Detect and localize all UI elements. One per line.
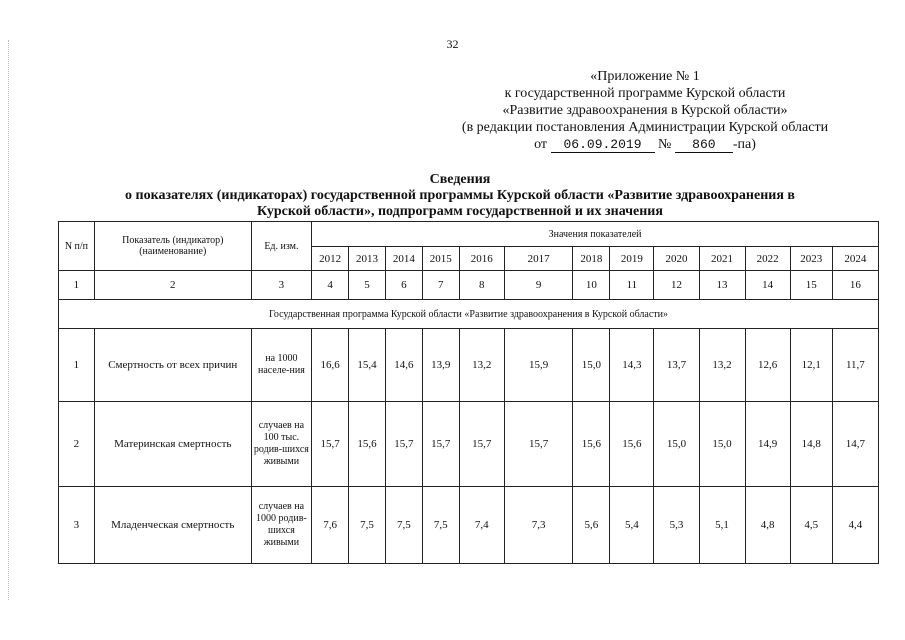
column-number: 13 — [699, 271, 745, 300]
scan-margin-mark — [8, 40, 10, 600]
row-value: 15,9 — [504, 329, 573, 402]
row-value: 14,9 — [745, 402, 790, 487]
title-line-2: о показателях (индикаторах) государственной программы Курской области «Развитие здравоохранения в — [125, 188, 795, 203]
column-number: 4 — [312, 271, 349, 300]
row-value: 5,6 — [573, 487, 610, 564]
row-value: 15,0 — [654, 402, 699, 487]
column-number: 5 — [349, 271, 386, 300]
column-number: 6 — [385, 271, 422, 300]
column-number: 7 — [422, 271, 459, 300]
row-value: 12,6 — [745, 329, 790, 402]
row-value: 15,6 — [610, 402, 654, 487]
header-unit: Ед. изм. — [251, 222, 311, 271]
row-value: 15,6 — [573, 402, 610, 487]
row-value: 12,1 — [790, 329, 832, 402]
row-num: 2 — [59, 402, 95, 487]
row-value: 15,7 — [459, 402, 504, 487]
row-unit: на 1000 населе-ния — [251, 329, 311, 402]
row-value: 13,9 — [422, 329, 459, 402]
row-value: 15,6 — [349, 402, 386, 487]
row-value: 5,1 — [699, 487, 745, 564]
appendix-line-5 — [440, 136, 850, 153]
row-num: 3 — [59, 487, 95, 564]
table-row — [59, 329, 879, 402]
page-number: 32 — [446, 37, 459, 51]
table-row — [59, 487, 879, 564]
year-header: 2017 — [504, 247, 573, 271]
row-value: 15,4 — [349, 329, 386, 402]
year-header: 2015 — [422, 247, 459, 271]
row-value: 13,2 — [459, 329, 504, 402]
row-value: 7,4 — [459, 487, 504, 564]
year-header: 2024 — [832, 247, 878, 271]
column-number: 9 — [504, 271, 573, 300]
year-header: 2014 — [385, 247, 422, 271]
decree-date: 06.09.2019 — [551, 138, 655, 153]
year-header: 2018 — [573, 247, 610, 271]
column-number: 12 — [654, 271, 699, 300]
row-value: 4,4 — [832, 487, 878, 564]
row-value: 15,0 — [573, 329, 610, 402]
row-indicator-name: Смертность от всех причин — [94, 329, 251, 402]
header-num: N п/п — [59, 222, 95, 271]
row-value: 5,4 — [610, 487, 654, 564]
year-header: 2012 — [312, 247, 349, 271]
row-value: 7,5 — [349, 487, 386, 564]
year-header: 2020 — [654, 247, 699, 271]
appendix-header — [440, 68, 850, 153]
year-header: 2013 — [349, 247, 386, 271]
column-number: 14 — [745, 271, 790, 300]
row-indicator-name: Материнская смертность — [94, 402, 251, 487]
date-prefix: от — [534, 137, 548, 152]
row-value: 15,7 — [422, 402, 459, 487]
appendix-line-4: (в редакции постановления Администрации Курской области — [461, 120, 829, 135]
row-value: 15,7 — [385, 402, 422, 487]
row-unit: случаев на 100 тыс. родив-шихся живыми — [251, 402, 311, 487]
row-value: 4,5 — [790, 487, 832, 564]
row-value: 16,6 — [312, 329, 349, 402]
column-number: 3 — [251, 271, 311, 300]
column-number: 1 — [59, 271, 95, 300]
indicators-table — [58, 221, 879, 564]
row-value: 14,6 — [385, 329, 422, 402]
title-line-3: Курской области», подпрограмм государственной и их значения — [257, 204, 663, 219]
number-prefix: № — [658, 137, 672, 152]
header-values: Значения показателей — [312, 222, 879, 247]
row-value: 13,7 — [654, 329, 699, 402]
appendix-line-1: «Приложение № 1 — [590, 69, 700, 84]
row-value: 15,7 — [504, 402, 573, 487]
document-title — [70, 172, 850, 220]
year-header: 2016 — [459, 247, 504, 271]
year-header: 2022 — [745, 247, 790, 271]
row-value: 4,8 — [745, 487, 790, 564]
number-suffix: -па) — [732, 137, 756, 152]
row-value: 14,8 — [790, 402, 832, 487]
appendix-line-2: к государственной программе Курской области — [504, 86, 786, 101]
row-value: 15,7 — [312, 402, 349, 487]
column-number: 8 — [459, 271, 504, 300]
year-header: 2021 — [699, 247, 745, 271]
column-number: 11 — [610, 271, 654, 300]
row-value: 7,5 — [422, 487, 459, 564]
column-number: 16 — [832, 271, 878, 300]
decree-number: 860 — [675, 138, 733, 153]
row-value: 14,7 — [832, 402, 878, 487]
table-row — [59, 402, 879, 487]
title-line-1: Сведения — [429, 172, 491, 187]
row-value: 14,3 — [610, 329, 654, 402]
row-unit: случаев на 1000 родив-шихся живыми — [251, 487, 311, 564]
appendix-line-3: «Развитие здравоохранения в Курской области» — [502, 103, 788, 118]
row-value: 15,0 — [699, 402, 745, 487]
row-value: 13,2 — [699, 329, 745, 402]
column-number: 10 — [573, 271, 610, 300]
year-header: 2023 — [790, 247, 832, 271]
section-title: Государственная программа Курской области «Развитие здравоохранения в Курской области» — [59, 300, 879, 329]
row-indicator-name: Младенческая смертность — [94, 487, 251, 564]
row-value: 5,3 — [654, 487, 699, 564]
header-indicator: Показатель (индикатор) (наименование) — [94, 222, 251, 271]
column-number: 2 — [94, 271, 251, 300]
row-num: 1 — [59, 329, 95, 402]
column-number: 15 — [790, 271, 832, 300]
row-value: 7,5 — [385, 487, 422, 564]
year-header: 2019 — [610, 247, 654, 271]
row-value: 7,3 — [504, 487, 573, 564]
row-value: 11,7 — [832, 329, 878, 402]
row-value: 7,6 — [312, 487, 349, 564]
